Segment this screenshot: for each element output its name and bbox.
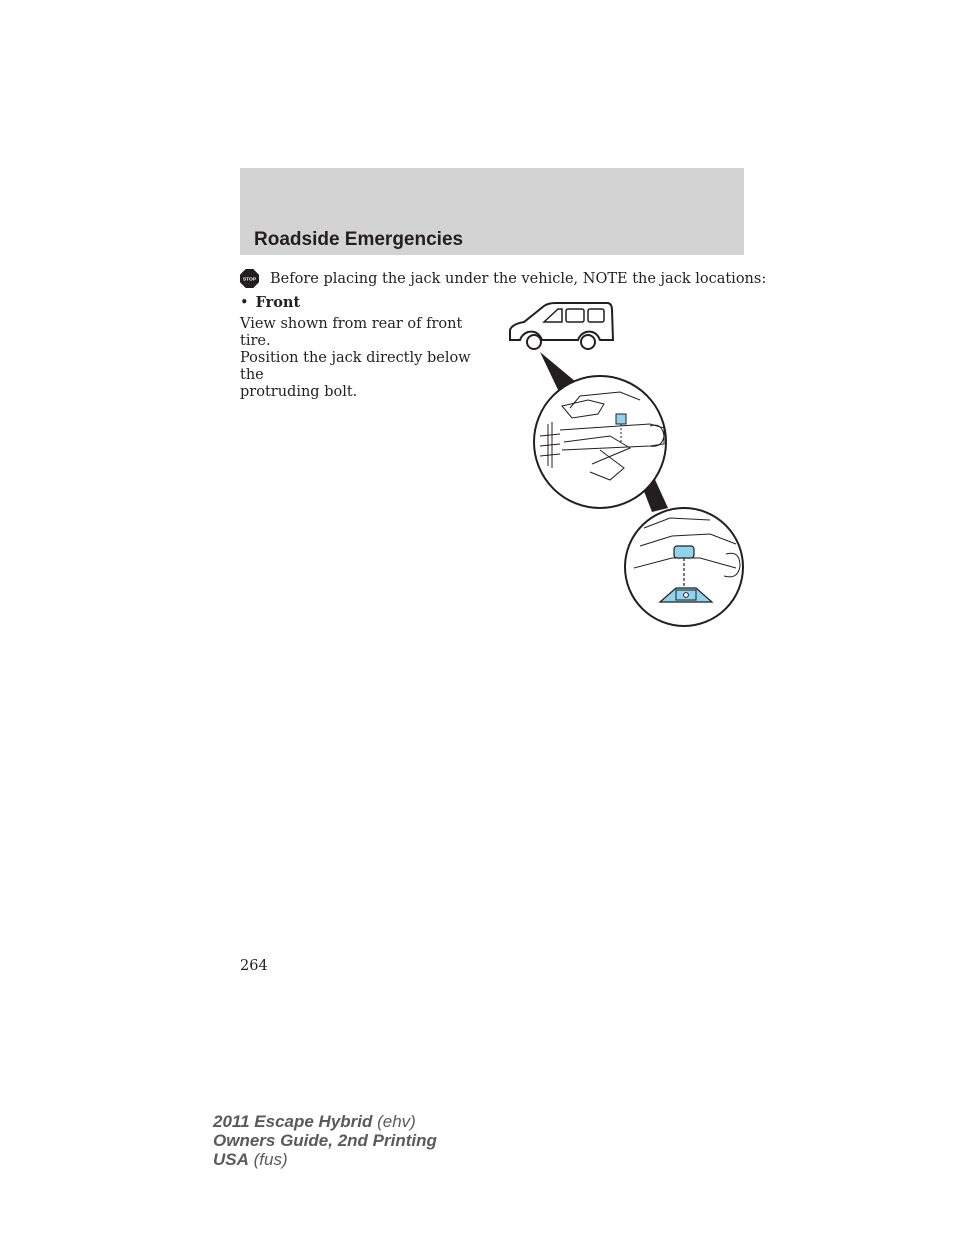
note-text: Before placing the jack under the vehicle, NOTE the jack locations:: [270, 271, 767, 287]
footer-line-2: Owners Guide, 2nd Printing: [213, 1131, 437, 1150]
stop-icon-label: STOP: [242, 277, 257, 283]
jack-point-bullet: • Front: [240, 294, 301, 311]
document-footer: [213, 1112, 437, 1169]
section-title: Roadside Emergencies: [254, 229, 464, 250]
jack-point-description: [240, 316, 490, 401]
note-row: [240, 268, 767, 290]
description-line: protruding bolt.: [240, 384, 358, 400]
footer-line-1: 2011 Escape Hybrid (ehv): [213, 1112, 416, 1131]
jack-point-label: Front: [255, 294, 301, 311]
jack-detail-wide-view: [534, 376, 666, 508]
jack-location-illustration: [500, 296, 750, 630]
description-line: Position the jack directly below the: [240, 350, 471, 383]
stop-icon: [240, 269, 259, 288]
jack-detail-close-view: [625, 508, 743, 626]
vehicle-icon: [510, 303, 613, 349]
page-number: 264: [240, 958, 268, 974]
description-line: View shown from rear of front tire.: [240, 316, 463, 349]
footer-line-3: USA (fus): [213, 1150, 288, 1169]
section-header-band: [240, 168, 744, 255]
